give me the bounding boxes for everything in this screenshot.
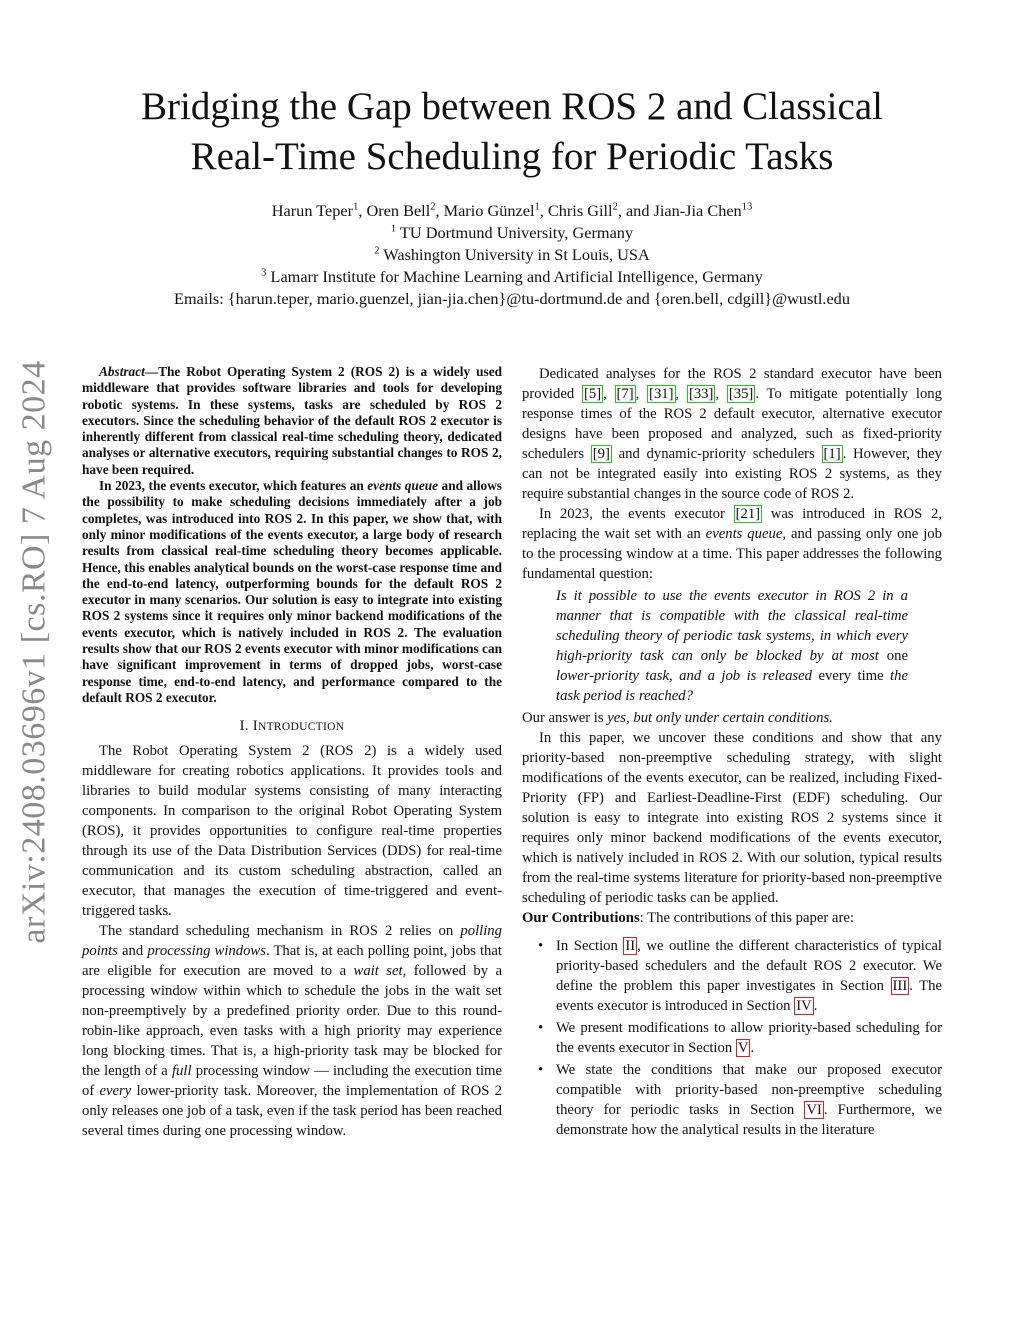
arxiv-identifier-stamp	[8, 352, 62, 952]
section-link[interactable]: VI	[806, 1102, 822, 1118]
research-question-quote: Is it possible to use the events executor in ROS 2 in a manner that is compatible with the classical real-time scheduling theory of periodic task systems, in which every high-priority task can only be blocked by at most one lower-priority task, and a job is released every time the task period is reached?	[556, 588, 909, 704]
citation-link[interactable]: [5]	[583, 386, 602, 402]
abstract-paragraph-2: In 2023, the events executor, which features an events queue and allows the possibility to make scheduling decisions immediately after a job completes, was introduced into ROS 2. In this paper, we show that, with only minor modifications of the events executor, a large body of research results from classical real-time scheduling theory becomes applicable. Hence, this enables analytical bounds on the worst-case response time and the end-to-end latency, outperforming bounds for the default ROS 2 executor in many scenarios. Our solution is easy to integrate into existing ROS 2 systems since it requires only minor backend modifications of the events executor, which is natively included in ROS 2. The evaluation results show that our ROS 2 events executor with minor modifications can have significant improvement in terms of dropped jobs, worst-case response time, end-to-end latency, and performance compared to the default ROS 2 executor.	[82, 478, 502, 705]
right-column	[522, 364, 942, 1142]
section-heading-introduction: I. INTRODUCTION	[239, 718, 345, 735]
section-link[interactable]: V	[737, 1040, 749, 1056]
author-name: Jian-Jia Chen	[653, 201, 742, 220]
intro-paragraph-1: The Robot Operating System 2 (ROS 2) is a widely used middleware for creating robotics applications. It provides tools and libraries to build modular systems consisting of many interacting components. In comparison to the original Robot Operating System (ROS), it provides opportunities to configure real-time properties through its use of the Data Distribution Services (DDS) for real-time communication and its custom scheduling abstraction, called an executor, that manages the execution of time-triggered and event-triggered tasks.	[82, 743, 502, 920]
list-item: • We present modifications to allow priority-based scheduling for the events executor in Section V .	[556, 1018, 942, 1058]
affiliation-2: $^2$ Washington University in St Louis, USA	[374, 245, 650, 264]
citation-link[interactable]: [9]	[592, 446, 610, 462]
citation-link[interactable]: [1]	[823, 446, 841, 462]
citation-link[interactable]: [33]	[688, 386, 714, 402]
solution-paragraph: In this paper, we uncover these conditions and show that any priority-based non-preemptive scheduling strategy, with slight modifications of the events executor, can be realized, including Fixed-Priority (FP) and Earliest-Deadline-First (EDF) scheduling. Our solution is easy to integrate into existing ROS 2 systems since it requires only minor backend modifications of the events executor, which is natively included in ROS 2. With our solution, typical results from the real-time systems literature for priority-based non-preemptive scheduling of periodic tasks can be applied.	[522, 730, 942, 906]
title-line-1: Bridging the Gap between ROS 2 and Classical	[141, 85, 883, 128]
author-name: Harun Teper	[271, 201, 354, 220]
affiliation-3: $^3$ Lamarr Institute for Machine Learning and Artificial Intelligence, Germany	[261, 267, 763, 286]
abstract-paragraph-1: Abstract—The Robot Operating System 2 (ROS 2) is a widely used middleware that provides software libraries and tools for developing robotic systems. In these systems, tasks are scheduled by ROS 2 executors. Since the scheduling behavior of the default ROS 2 executor is inherently different from classical real-time scheduling theory, dedicated analyses or alternative executors, requiring substantial changes to ROS 2, have been required.	[82, 364, 502, 477]
author-block	[60, 200, 964, 310]
list-item: • We state the conditions that make our proposed executor compatible with priority-based non-preemptive scheduling theory for periodic tasks in Section VI . Furthermore, we demonstrate how the analytical results in the literature	[556, 1060, 942, 1140]
section-link[interactable]: II	[625, 938, 636, 954]
list-item: • In Section II , we outline the different characteristics of typical priority-based schedulers and the default ROS 2 executor. We define the problem this paper investigates in Section III . The events executor is introduced in Section IV .	[556, 936, 942, 1016]
arxiv-identifier-text: arXiv:2408.03696v1 [cs.RO] 7 Aug 2024	[16, 360, 53, 944]
answer-line: Our answer is yes, but only under certain conditions.	[522, 710, 833, 726]
events-executor-paragraph: In 2023, the events executor [21] was introduced in ROS 2, replacing the wait set with an events queue, and passing only one job to the processing window at a time. This paper addresses the following fundamental question:	[522, 506, 942, 582]
abstract-label: Abstract	[99, 364, 145, 379]
citation-link[interactable]: [7]	[616, 386, 634, 402]
section-link[interactable]: III	[892, 978, 908, 994]
author-name: Chris Gill	[547, 201, 613, 220]
citation-link[interactable]: [31]	[649, 386, 674, 402]
contributions-intro: Our Contributions: The contributions of this paper are:	[522, 910, 854, 926]
intro-paragraph-2: The standard scheduling mechanism in ROS 2 relies on polling points and processing windows. That is, at each polling point, jobs that are eligible for execution are moved to a wait set, followed by a processing window within which to schedule the jobs in the wait set non-preemptively by a predefined priority order. Due to this round-robin-like approach, even tasks with a high priority may experience long blocking times. That is, a high-priority task may be blocked for the length of a full processing window — including the execution time of every lower-priority task. Moreover, the implementation of ROS 2 only releases one job of a task, even if the task period has been reached several times during one processing window.	[82, 923, 503, 1140]
author-name: Mario Günzel	[443, 201, 535, 220]
author-emails: Emails: {harun.teper, mario.guenzel, jian-jia.chen}@tu-dortmund.de and {oren.bell, cdgill}@wustl.edu	[174, 289, 850, 308]
citation-link[interactable]: [35]	[728, 386, 754, 402]
author-name: Oren Bell	[366, 201, 431, 220]
section-link[interactable]: IV	[796, 998, 812, 1014]
contributions-list	[522, 936, 942, 1140]
contributions-label: Our Contributions	[522, 910, 640, 926]
citation-link[interactable]: [21]	[735, 506, 761, 522]
abstract	[82, 364, 502, 706]
author-list: Harun Teper$^1$, Oren Bell$^2$, Mario Günzel$^1$, Chris Gill$^2$, and Jian-Jia Chen$^{13}$	[271, 201, 753, 220]
left-column	[82, 364, 502, 1141]
affiliation-1: $^1$ TU Dortmund University, Germany	[390, 223, 634, 242]
related-work-paragraph: Dedicated analyses for the ROS 2 standard executor have been provided [5] , [7] , [31] , [33] , [35] . To mitigate potentially long response times of the ROS 2 default executor, alternative executor designs have been proposed and analyzed, such as fixed-priority schedulers [9] and dynamic-priority schedulers [1] . However, they can not be integrated easily into existing ROS 2 systems, as they require substantial changes in the source code of ROS 2.	[522, 366, 942, 502]
paper-title	[60, 82, 964, 182]
title-line-2: Real-Time Scheduling for Periodic Tasks	[190, 135, 834, 178]
